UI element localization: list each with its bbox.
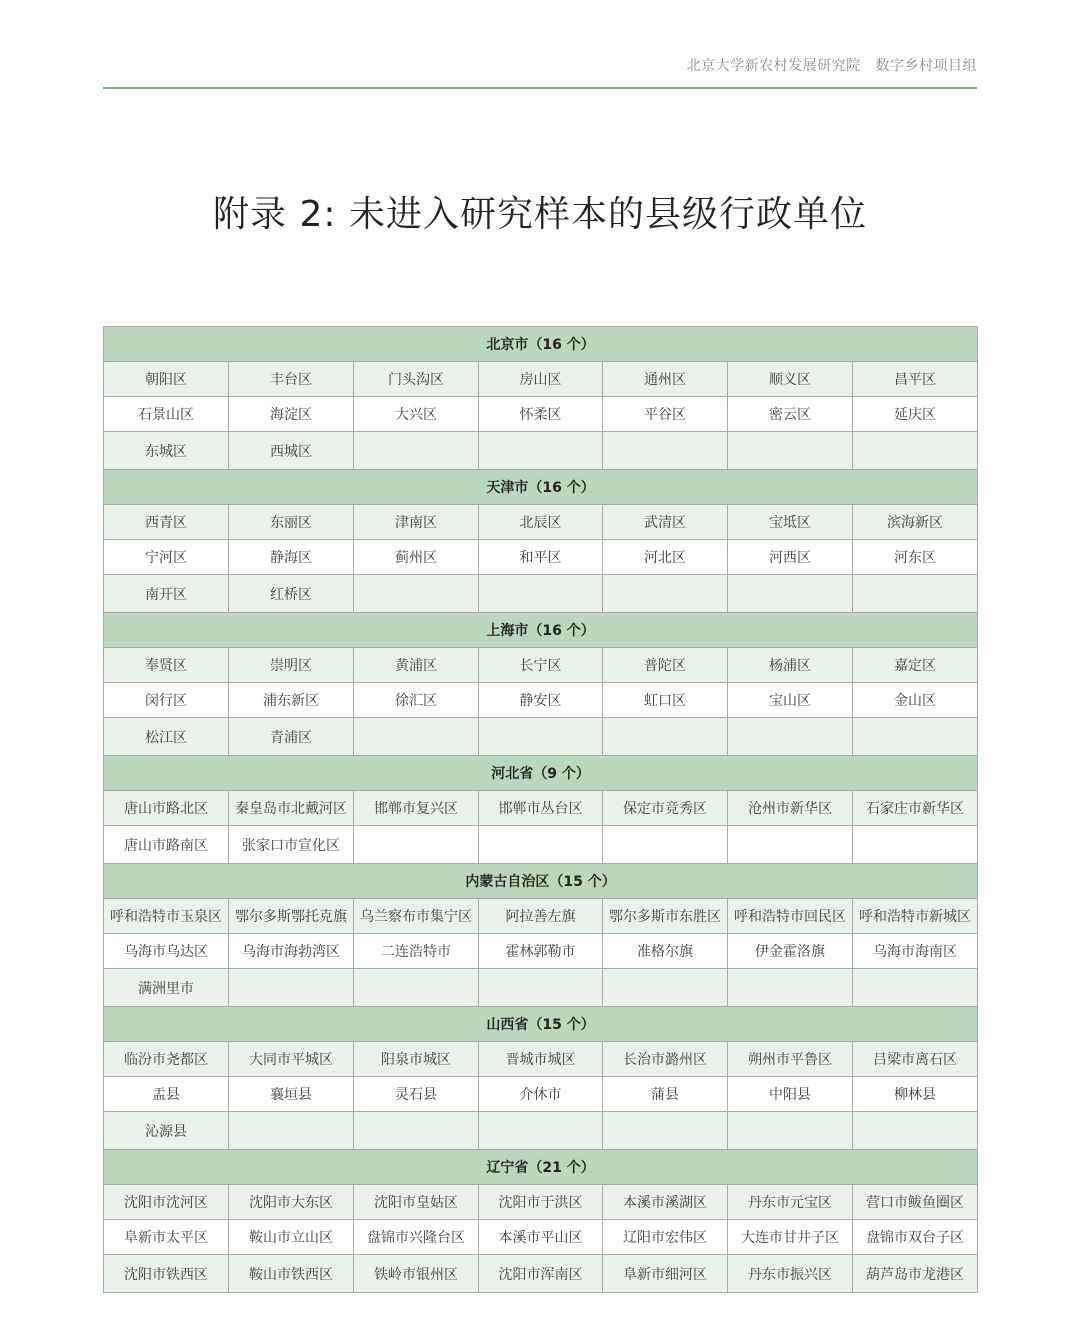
table-cell: 蒲县: [603, 1077, 728, 1112]
table-cell: [354, 826, 479, 864]
table-cell: 呼和浩特市新城区: [853, 899, 978, 934]
table-cell: 沈阳市皇姑区: [354, 1185, 479, 1220]
table-cell: 乌海市海勃湾区: [229, 934, 354, 969]
table-row: [104, 826, 978, 864]
table-cell: [354, 432, 479, 470]
table-row: [104, 432, 978, 470]
province-header: 内蒙古自治区（15 个）: [104, 864, 978, 899]
table-cell: 青浦区: [229, 718, 354, 756]
table-cell: 大连市甘井子区: [728, 1220, 853, 1255]
table-cell: 准格尔旗: [603, 934, 728, 969]
table-cell: 顺义区: [728, 362, 853, 397]
table-cell: 大兴区: [354, 397, 479, 432]
table-cell: [853, 969, 978, 1007]
table-cell: [479, 969, 603, 1007]
table-cell: 河北区: [603, 540, 728, 575]
table-cell: 唐山市路北区: [104, 791, 229, 826]
table-cell: 河西区: [728, 540, 853, 575]
table-cell: 浦东新区: [229, 683, 354, 718]
table-cell: [354, 1112, 479, 1150]
table-cell: 秦皇岛市北戴河区: [229, 791, 354, 826]
table-cell: 海淀区: [229, 397, 354, 432]
table-cell: 盂县: [104, 1077, 229, 1112]
province-header-row: [104, 470, 978, 505]
table-cell: 介休市: [479, 1077, 603, 1112]
province-header: 山西省（15 个）: [104, 1007, 978, 1042]
header-org: 北京大学新农村发展研究院: [686, 58, 861, 74]
province-header-row: [104, 756, 978, 791]
table-cell: 沈阳市于洪区: [479, 1185, 603, 1220]
table-cell: 密云区: [728, 397, 853, 432]
table-cell: 沈阳市沈河区: [104, 1185, 229, 1220]
table-cell: [354, 575, 479, 613]
table-row: [104, 575, 978, 613]
table-row: [104, 1077, 978, 1112]
table-cell: 延庆区: [853, 397, 978, 432]
table-cell: 沈阳市大东区: [229, 1185, 354, 1220]
table-cell: 怀柔区: [479, 397, 603, 432]
table-cell: 鄂尔多斯市东胜区: [603, 899, 728, 934]
table-cell: 武清区: [603, 505, 728, 540]
table-cell: 临汾市尧都区: [104, 1042, 229, 1077]
table-cell: 盘锦市双台子区: [853, 1220, 978, 1255]
table-cell: [728, 1112, 853, 1150]
table-cell: 邯郸市复兴区: [354, 791, 479, 826]
table-row: [104, 791, 978, 826]
table-cell: [728, 432, 853, 470]
page-title: 附录 2: 未进入研究样本的县级行政单位: [213, 194, 867, 235]
table-cell: [853, 718, 978, 756]
province-header-row: [104, 1150, 978, 1185]
table-cell: [728, 826, 853, 864]
table-cell: 鄂尔多斯鄂托克旗: [229, 899, 354, 934]
province-header-row: [104, 613, 978, 648]
table-cell: [479, 575, 603, 613]
table-cell: [603, 1112, 728, 1150]
table-row: [104, 362, 978, 397]
table-row: [104, 899, 978, 934]
table-cell: 乌海市海南区: [853, 934, 978, 969]
table-row: [104, 505, 978, 540]
table-cell: 阳泉市城区: [354, 1042, 479, 1077]
province-header: 河北省（9 个）: [104, 756, 978, 791]
table-cell: 中阳县: [728, 1077, 853, 1112]
table-cell: 丹东市元宝区: [728, 1185, 853, 1220]
table-cell: 红桥区: [229, 575, 354, 613]
table-cell: 北辰区: [479, 505, 603, 540]
table-cell: 丰台区: [229, 362, 354, 397]
table-cell: 南开区: [104, 575, 229, 613]
table-cell: 沧州市新华区: [728, 791, 853, 826]
table-cell: 沈阳市铁西区: [104, 1255, 229, 1293]
table-cell: [853, 826, 978, 864]
table-cell: 晋城市城区: [479, 1042, 603, 1077]
table-cell: 二连浩特市: [354, 934, 479, 969]
province-header: 辽宁省（21 个）: [104, 1150, 978, 1185]
table-cell: 鞍山市铁西区: [229, 1255, 354, 1293]
table-cell: 静海区: [229, 540, 354, 575]
table-row: [104, 934, 978, 969]
table-cell: [728, 969, 853, 1007]
table-cell: 吕梁市离石区: [853, 1042, 978, 1077]
table-cell: [603, 575, 728, 613]
table-cell: 平谷区: [603, 397, 728, 432]
table-cell: 昌平区: [853, 362, 978, 397]
table-cell: 门头沟区: [354, 362, 479, 397]
table-cell: [229, 969, 354, 1007]
table-row: [104, 1042, 978, 1077]
table-cell: 闵行区: [104, 683, 229, 718]
table-cell: [479, 718, 603, 756]
table-cell: 宝山区: [728, 683, 853, 718]
table-cell: [728, 575, 853, 613]
province-header-row: [104, 327, 978, 362]
table-cell: 邯郸市丛台区: [479, 791, 603, 826]
table-cell: 呼和浩特市玉泉区: [104, 899, 229, 934]
table-cell: 石景山区: [104, 397, 229, 432]
table-cell: [603, 432, 728, 470]
table-cell: 蓟州区: [354, 540, 479, 575]
table-cell: [728, 718, 853, 756]
table-cell: 乌海市乌达区: [104, 934, 229, 969]
table-cell: 铁岭市银州区: [354, 1255, 479, 1293]
table-cell: 金山区: [853, 683, 978, 718]
table-cell: 伊金霍洛旗: [728, 934, 853, 969]
county-table-body: [104, 327, 978, 1293]
table-row: [104, 1112, 978, 1150]
table-cell: 宁河区: [104, 540, 229, 575]
header-group: 数字乡村项目组: [875, 58, 977, 74]
table-cell: 霍林郭勒市: [479, 934, 603, 969]
header-divider: [103, 87, 977, 89]
table-row: [104, 1220, 978, 1255]
table-cell: 灵石县: [354, 1077, 479, 1112]
table-row: [104, 648, 978, 683]
page-header: [687, 55, 977, 75]
table-cell: 阜新市细河区: [603, 1255, 728, 1293]
table-cell: 呼和浩特市回民区: [728, 899, 853, 934]
table-cell: 西青区: [104, 505, 229, 540]
table-row: [104, 397, 978, 432]
table-cell: 黄浦区: [354, 648, 479, 683]
table-cell: 葫芦岛市龙港区: [853, 1255, 978, 1293]
table-cell: 鞍山市立山区: [229, 1220, 354, 1255]
table-cell: 房山区: [479, 362, 603, 397]
table-cell: [853, 1112, 978, 1150]
table-row: [104, 683, 978, 718]
table-cell: 河东区: [853, 540, 978, 575]
table-cell: 松江区: [104, 718, 229, 756]
table-cell: 崇明区: [229, 648, 354, 683]
table-cell: [853, 432, 978, 470]
table-cell: 长治市潞州区: [603, 1042, 728, 1077]
table-cell: 沁源县: [104, 1112, 229, 1150]
table-row: [104, 540, 978, 575]
table-cell: [479, 826, 603, 864]
table-cell: 通州区: [603, 362, 728, 397]
table-row: [104, 969, 978, 1007]
table-cell: [603, 718, 728, 756]
table-cell: 虹口区: [603, 683, 728, 718]
table-cell: 辽阳市宏伟区: [603, 1220, 728, 1255]
table-cell: 和平区: [479, 540, 603, 575]
table-cell: 唐山市路南区: [104, 826, 229, 864]
table-cell: 阜新市太平区: [104, 1220, 229, 1255]
table-cell: 滨海新区: [853, 505, 978, 540]
table-cell: 丹东市振兴区: [728, 1255, 853, 1293]
table-cell: 西城区: [229, 432, 354, 470]
table-cell: 朔州市平鲁区: [728, 1042, 853, 1077]
table-cell: 朝阳区: [104, 362, 229, 397]
table-cell: 杨浦区: [728, 648, 853, 683]
table-cell: 奉贤区: [104, 648, 229, 683]
table-cell: 普陀区: [603, 648, 728, 683]
table-row: [104, 1255, 978, 1293]
table-cell: 本溪市溪湖区: [603, 1185, 728, 1220]
table-cell: 乌兰察布市集宁区: [354, 899, 479, 934]
table-cell: 张家口市宣化区: [229, 826, 354, 864]
table-cell: 大同市平城区: [229, 1042, 354, 1077]
table-row: [104, 1185, 978, 1220]
table-cell: [479, 1112, 603, 1150]
table-cell: 静安区: [479, 683, 603, 718]
table-cell: 东城区: [104, 432, 229, 470]
province-header-row: [104, 864, 978, 899]
county-table: [103, 326, 978, 1293]
table-cell: [479, 432, 603, 470]
table-cell: 盘锦市兴隆台区: [354, 1220, 479, 1255]
table-cell: 徐汇区: [354, 683, 479, 718]
table-cell: 石家庄市新华区: [853, 791, 978, 826]
table-cell: 柳林县: [853, 1077, 978, 1112]
table-cell: 本溪市平山区: [479, 1220, 603, 1255]
table-cell: 营口市鲅鱼圈区: [853, 1185, 978, 1220]
table-cell: 津南区: [354, 505, 479, 540]
province-header-row: [104, 1007, 978, 1042]
table-cell: 阿拉善左旗: [479, 899, 603, 934]
table-cell: 长宁区: [479, 648, 603, 683]
table-cell: 东丽区: [229, 505, 354, 540]
table-cell: [853, 575, 978, 613]
province-header: 北京市（16 个）: [104, 327, 978, 362]
table-cell: 宝坻区: [728, 505, 853, 540]
table-cell: 嘉定区: [853, 648, 978, 683]
table-cell: 满洲里市: [104, 969, 229, 1007]
table-cell: 襄垣县: [229, 1077, 354, 1112]
province-header: 天津市（16 个）: [104, 470, 978, 505]
table-cell: [354, 718, 479, 756]
table-cell: [354, 969, 479, 1007]
table-cell: 沈阳市浑南区: [479, 1255, 603, 1293]
table-row: [104, 718, 978, 756]
table-cell: [603, 826, 728, 864]
province-header: 上海市（16 个）: [104, 613, 978, 648]
table-cell: [229, 1112, 354, 1150]
table-cell: [603, 969, 728, 1007]
table-cell: 保定市竞秀区: [603, 791, 728, 826]
